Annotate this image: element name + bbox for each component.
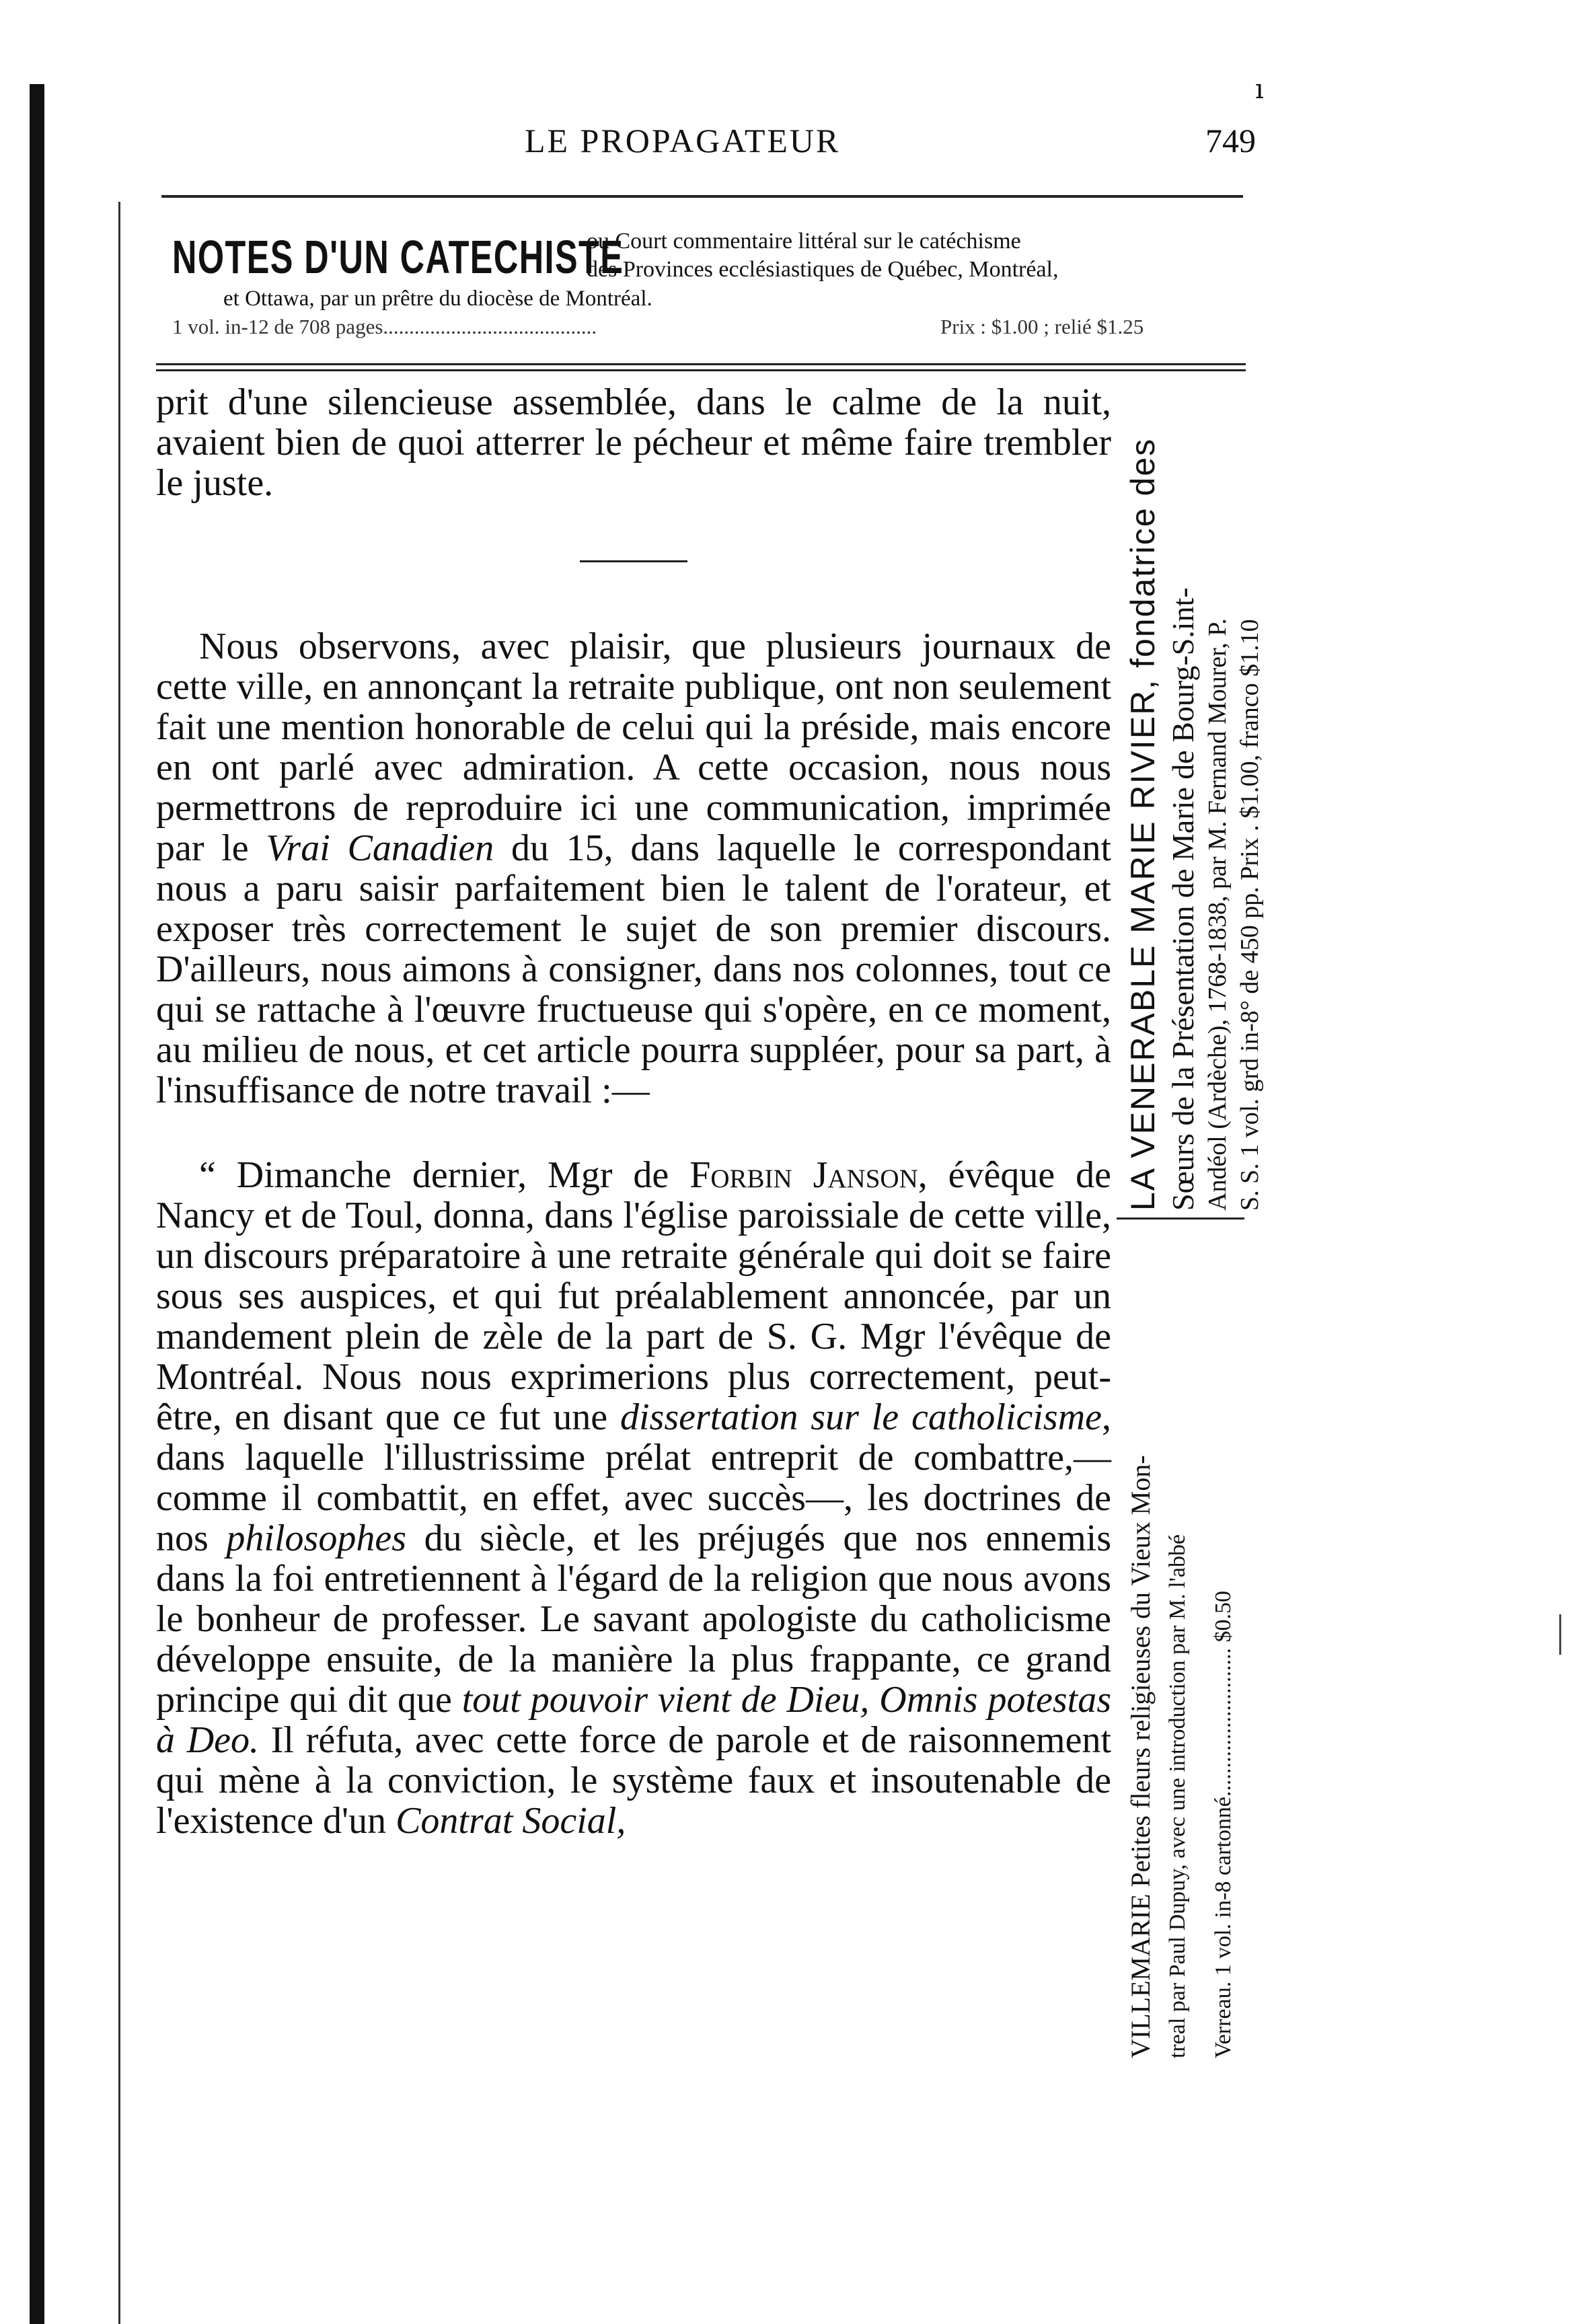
sidebar-advert-line: Verreau. 1 vol. in-8 cartonné.......................... $0.50: [1211, 1591, 1236, 2058]
paragraph: [156, 626, 1111, 1111]
advert-notes-catechiste: [156, 214, 1246, 355]
body-column: [156, 382, 1111, 1841]
scan-binding-edge: [30, 84, 44, 2324]
section-divider: [580, 560, 687, 562]
scan-speck: [1559, 1614, 1561, 1655]
sidebar-advert-line: VILLEMARIE Petites fleurs religieuses du Vieux Mon-: [1125, 1455, 1156, 2058]
double-rule: [156, 369, 1246, 371]
advert-desc-line: ou Court commentaire littéral sur le catéchisme: [587, 229, 1021, 254]
advert-desc-line: et Ottawa, par un prêtre du diocèse de Montréal.: [223, 287, 652, 311]
paragraph-text: du 15, dans laquelle le correspondant nous a paru saisir parfaitement bien le talent de l'orateur, et exposer très correctement le sujet de son premier discours. D'ailleurs, nous aimons à consigner, dans nos colonnes, tout ce qui se rattache à l'œuvre fructueuse qui s'opère, en ce moment, au milieu de nous, et cet article pourra suppléer, pour sa part, à l'insuffisance de notre travail :—: [156, 827, 1112, 1111]
paragraph-text: Nous observons, avec plaisir, que plusieurs journaux de cette ville, en annonçant la retraite publique, ont non seulement fait une mention honorable de celui qui la préside, mais encore en ont parlé avec admiration. A cette occasion, nous nous permettrons de reproduire ici une communication, imprimée par le: [156, 626, 1111, 869]
scan-margin-line: [118, 202, 120, 2324]
running-head: LE PROPAGATEUR: [525, 122, 841, 159]
sidebar-advert-line: Andéol (Ardèche), 1768-1838, par M. Fernand Mourer, P.: [1203, 618, 1232, 1211]
advert-price: Prix : $1.00 ; relié $1.25: [940, 315, 1144, 338]
page-number: 749: [1205, 122, 1256, 159]
proper-name: Forbin Janson: [689, 1154, 918, 1196]
header-rule: [161, 195, 1243, 198]
sidebar-rule: [1117, 1217, 1244, 1220]
paragraph-text: du siècle, et les préjugés que nos ennemis dans la foi entretiennent à l'égard de la religion que nous avons le bonheur de professer. Le savant apologiste du catholicisme développe ensuite, de la manière la plus frappante, ce grand principe qui dit que: [156, 1517, 1112, 1721]
italic-phrase: tout pouvoir vient de Dieu, Omnis potestas à Deo.: [156, 1679, 1112, 1761]
paragraph-text: “ Dimanche dernier, Mgr de: [199, 1154, 669, 1196]
italic-phrase: philosophes: [226, 1517, 406, 1559]
sidebar-advert-line: Sœurs de la Présentation de Marie de Bourg-S.int-: [1166, 587, 1200, 1211]
scan-speck: ı: [1255, 74, 1264, 105]
italic-phrase: Contrat Social,: [396, 1800, 626, 1842]
advert-title: NOTES D'UN CATECHISTE: [172, 231, 624, 283]
advert-desc-line: 1 vol. in-12 de 708 pages.........................................: [172, 315, 597, 338]
advert-desc-line: des Provinces ecclésiastiques de Québec, Montréal,: [587, 257, 1059, 282]
italic-phrase: dissertation sur le catholicisme: [620, 1396, 1102, 1438]
sidebar-advert-line: S. S. 1 vol. grd in-8° de 450 pp. Prix . $1.00, franco $1.10: [1236, 619, 1264, 1211]
paragraph: [156, 1155, 1111, 1841]
paragraph: prit d'une silencieuse assemblée, dans le calme de la nuit, avaient bien de quoi atterrer le pécheur et même faire trembler le juste.: [156, 381, 1111, 504]
sidebar-advert-line: LA VENERABLE MARIE RIVIER, fondatrice des: [1124, 437, 1162, 1211]
italic-title: Vrai Canadien: [266, 827, 494, 869]
sidebar-advert-line: treal par Paul Dupuy, avec une introduction par M. l'abbé: [1165, 1534, 1190, 2058]
paragraph-gap: [156, 1111, 1111, 1155]
double-rule: [156, 363, 1246, 365]
paragraph-text: , évêque de Nancy et de Toul, donna, dans l'église paroissiale de cette ville, un discours préparatoire à une retraite générale qui doit se faire sous ses auspices, et qui fut préalablement annoncée, par un mandement plein de zèle de la part de S. G. Mgr l'évêque de Montréal. Nous nous exprimerions plus correctement, peut-être, en disant que ce fut une: [156, 1154, 1111, 1438]
paragraph-text: , dans laquelle l'illustrissime prélat entreprit de combattre,—comme il combattit, en effet, avec succès—, les doctrines de nos: [156, 1396, 1111, 1559]
paragraph-text: Il réfuta, avec cette force de parole et de raisonnement qui mène à la conviction, le système faux et insoutenable de l'existence d'un: [156, 1719, 1112, 1842]
